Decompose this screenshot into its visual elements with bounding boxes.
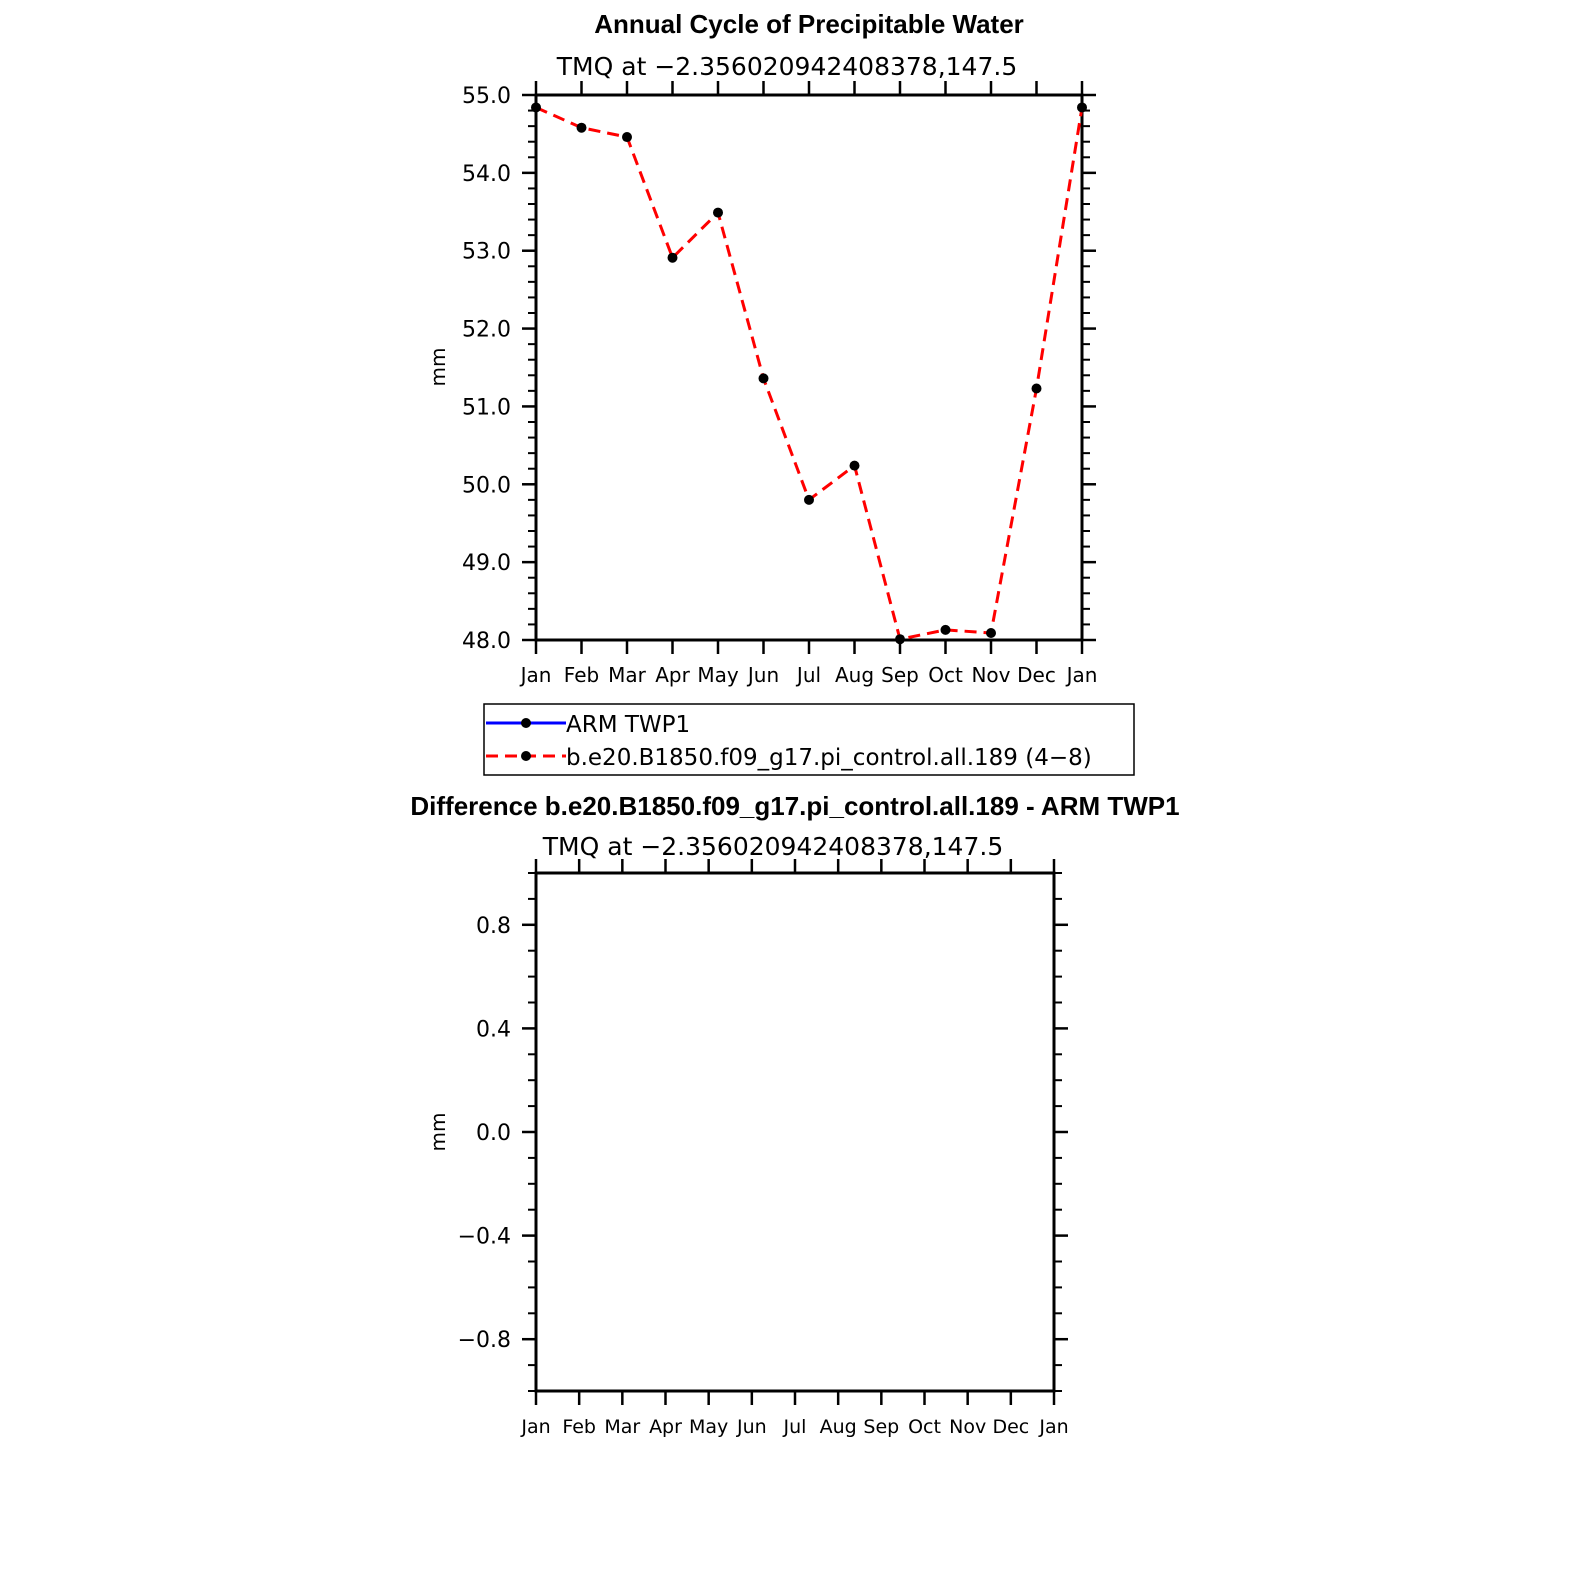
annual-cycle-data-point bbox=[895, 634, 905, 644]
annual-cycle-y-tick-label: 51.0 bbox=[462, 395, 511, 421]
difference-x-tick-label: Oct bbox=[908, 1416, 941, 1438]
annual-cycle-y-axis-label: mm bbox=[426, 347, 450, 387]
annual-cycle-subtitle: TMQ at −2.356020942408378,147.5 bbox=[556, 52, 1018, 81]
difference-x-tick-label: Mar bbox=[604, 1416, 641, 1438]
annual-cycle-y-tick-label: 49.0 bbox=[462, 551, 511, 577]
annual-cycle-data-point bbox=[668, 253, 678, 263]
difference-x-tick-label: Sep bbox=[863, 1416, 900, 1438]
annual-cycle-y-tick-label: 50.0 bbox=[462, 473, 511, 499]
difference-x-tick-label: Dec bbox=[992, 1416, 1030, 1438]
difference-x-tick-label: Feb bbox=[562, 1416, 596, 1438]
legend-label-model: b.e20.B1850.f09_g17.pi_control.all.189 (4−8) bbox=[566, 745, 1092, 771]
difference-x-tick-label: Jan bbox=[1039, 1416, 1069, 1438]
difference-y-tick-label: 0.0 bbox=[476, 1121, 511, 1146]
annual-cycle-y-tick-label: 55.0 bbox=[462, 84, 511, 109]
annual-cycle-y-tick-label: 53.0 bbox=[462, 239, 511, 265]
annual-cycle-x-tick-label: Feb bbox=[563, 663, 600, 687]
annual-cycle-y-tick-label: 54.0 bbox=[462, 161, 511, 187]
difference-title: Difference b.e20.B1850.f09_g17.pi_control.all.189 - ARM TWP1 bbox=[410, 791, 1180, 821]
difference-x-tick-label: Jul bbox=[783, 1416, 807, 1438]
annual-cycle-data-point bbox=[941, 625, 951, 635]
annual-cycle-data-point bbox=[577, 123, 587, 133]
annual-cycle-x-tick-label: Sep bbox=[881, 663, 919, 687]
annual-cycle-data-point bbox=[759, 373, 769, 383]
annual-cycle-x-tick-label: Mar bbox=[608, 663, 646, 687]
legend-label-arm-twp1: ARM TWP1 bbox=[566, 712, 691, 738]
annual-cycle-data-point bbox=[531, 102, 541, 112]
difference-y-tick-label: −0.8 bbox=[457, 1328, 511, 1354]
annual-cycle-data-point bbox=[1077, 102, 1087, 112]
annual-cycle-title: Annual Cycle of Precipitable Water bbox=[594, 9, 1024, 39]
annual-cycle-x-tick-label: Oct bbox=[928, 663, 963, 687]
difference-x-tick-label: Nov bbox=[949, 1416, 987, 1438]
annual-cycle-x-tick-label: Apr bbox=[655, 663, 690, 687]
annual-cycle-y-tick-label: 52.0 bbox=[462, 317, 511, 343]
annual-cycle-x-tick-label: Jun bbox=[747, 663, 780, 687]
difference-y-tick-label: 0.4 bbox=[476, 1017, 511, 1043]
difference-x-tick-label: May bbox=[689, 1416, 729, 1438]
annual-cycle-data-point bbox=[713, 208, 723, 218]
annual-cycle-data-point bbox=[1032, 384, 1042, 394]
legend-marker-model bbox=[521, 751, 531, 761]
annual-cycle-data-point bbox=[986, 628, 996, 638]
annual-cycle-y-tick-label: 48.0 bbox=[462, 629, 511, 654]
annual-cycle-x-tick-label: Dec bbox=[1017, 663, 1056, 687]
annual-cycle-data-point bbox=[850, 461, 860, 471]
annual-cycle-x-tick-label: Jan bbox=[1066, 663, 1098, 687]
difference-y-axis-label: mm bbox=[426, 1112, 450, 1152]
difference-subtitle: TMQ at −2.356020942408378,147.5 bbox=[542, 832, 1004, 861]
difference-x-tick-label: Aug bbox=[819, 1416, 857, 1438]
legend-marker-arm-twp1 bbox=[521, 718, 531, 728]
difference-x-tick-label: Jan bbox=[521, 1416, 551, 1438]
difference-x-tick-label: Jun bbox=[736, 1416, 767, 1438]
difference-x-tick-label: Apr bbox=[649, 1416, 682, 1438]
annual-cycle-x-tick-label: Jul bbox=[796, 663, 822, 687]
annual-cycle-x-tick-label: Jan bbox=[520, 663, 552, 687]
annual-cycle-data-point bbox=[622, 132, 632, 142]
annual-cycle-data-point bbox=[804, 495, 814, 505]
annual-cycle-x-tick-label: Aug bbox=[834, 663, 875, 687]
legend bbox=[484, 704, 1134, 775]
difference-y-tick-label: −0.4 bbox=[457, 1224, 511, 1250]
difference-y-tick-label: 0.8 bbox=[476, 913, 511, 939]
annual-cycle-x-tick-label: May bbox=[697, 663, 739, 687]
legend-entry-model bbox=[486, 745, 1092, 771]
annual-cycle-x-tick-label: Nov bbox=[971, 663, 1011, 687]
